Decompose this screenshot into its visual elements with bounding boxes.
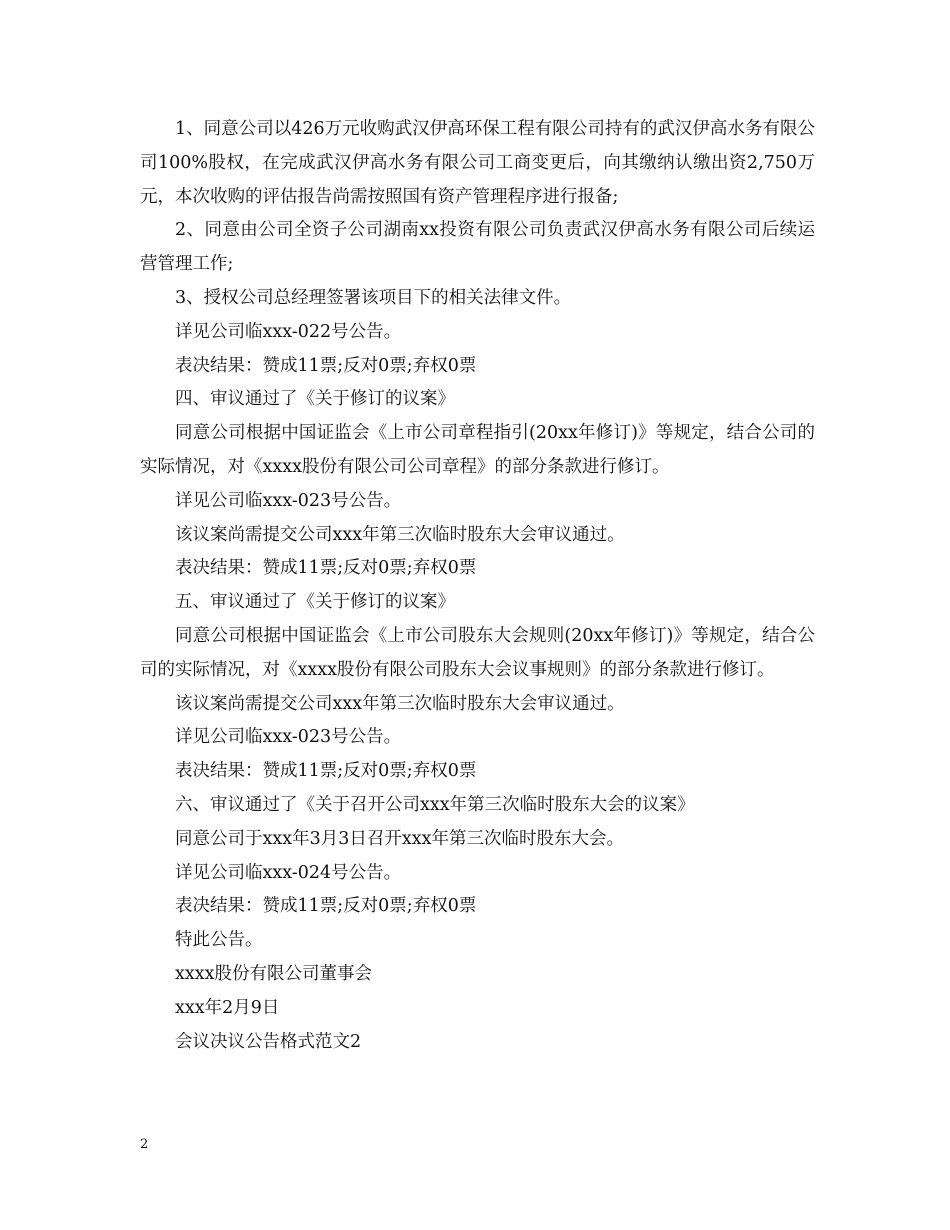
paragraph-item-1: 1、同意公司以426万元收购武汉伊高环保工程有限公司持有的武汉伊高水务有限公司100%股权，在完成武汉伊高水务有限公司工商变更后，向其缴纳认缴出资2,750万元，本次收购的评估报告尚需按照国有资产管理程序进行报备; [140,119,815,207]
board-signature: xxxx股份有限公司董事会 [175,963,372,984]
announcement-reference: 详见公司临xxx-023号公告。 [175,490,402,511]
section-6-body: 同意公司于xxx年3月3日召开xxx年第三次临时股东大会。 [175,828,624,849]
section-heading-5: 五、审议通过了《关于修订的议案》 [175,592,455,613]
vote-result: 表决结果：赞成11票;反对0票;弃权0票 [175,896,477,917]
next-template-title: 会议决议公告格式范文2 [175,1031,362,1052]
page-number: 2 [140,1137,149,1152]
announcement-reference: 详见公司临xxx-023号公告。 [175,727,402,748]
section-5-body: 同意公司根据中国证监会《上市公司股东大会规则(20xx年修订)》等规定，结合公司的实际情况，对《xxxx股份有限公司股东大会议事规则》的部分条款进行修订。 [140,625,815,680]
vote-result: 表决结果：赞成11票;反对0票;弃权0票 [175,558,477,579]
document-body [140,113,815,1059]
announcement-reference: 详见公司临xxx-024号公告。 [175,862,402,883]
vote-result: 表决结果：赞成11票;反对0票;弃权0票 [175,355,477,376]
vote-result: 表决结果：赞成11票;反对0票;弃权0票 [175,761,477,782]
paragraph-item-2: 2、同意由公司全资子公司湖南xx投资有限公司负责武汉伊高水务有限公司后续运营管理工作; [140,220,815,275]
meeting-submission-note: 该议案尚需提交公司xxx年第三次临时股东大会审议通过。 [175,693,625,714]
section-4-body: 同意公司根据中国证监会《上市公司章程指引(20xx年修订)》等规定，结合公司的实际情况，对《xxxx股份有限公司公司章程》的部分条款进行修订。 [140,423,815,477]
announcement-reference: 详见公司临xxx-022号公告。 [175,321,402,342]
meeting-submission-note: 该议案尚需提交公司xxx年第三次临时股东大会审议通过。 [175,524,625,545]
section-heading-4: 四、审议通过了《关于修订的议案》 [175,389,455,410]
section-heading-6: 六、审议通过了《关于召开公司xxx年第三次临时股东大会的议案》 [175,794,695,815]
document-date: xxx年2月9日 [175,997,280,1018]
paragraph-item-3: 3、授权公司总经理签署该项目下的相关法律文件。 [175,287,572,308]
closing-statement: 特此公告。 [175,930,263,951]
